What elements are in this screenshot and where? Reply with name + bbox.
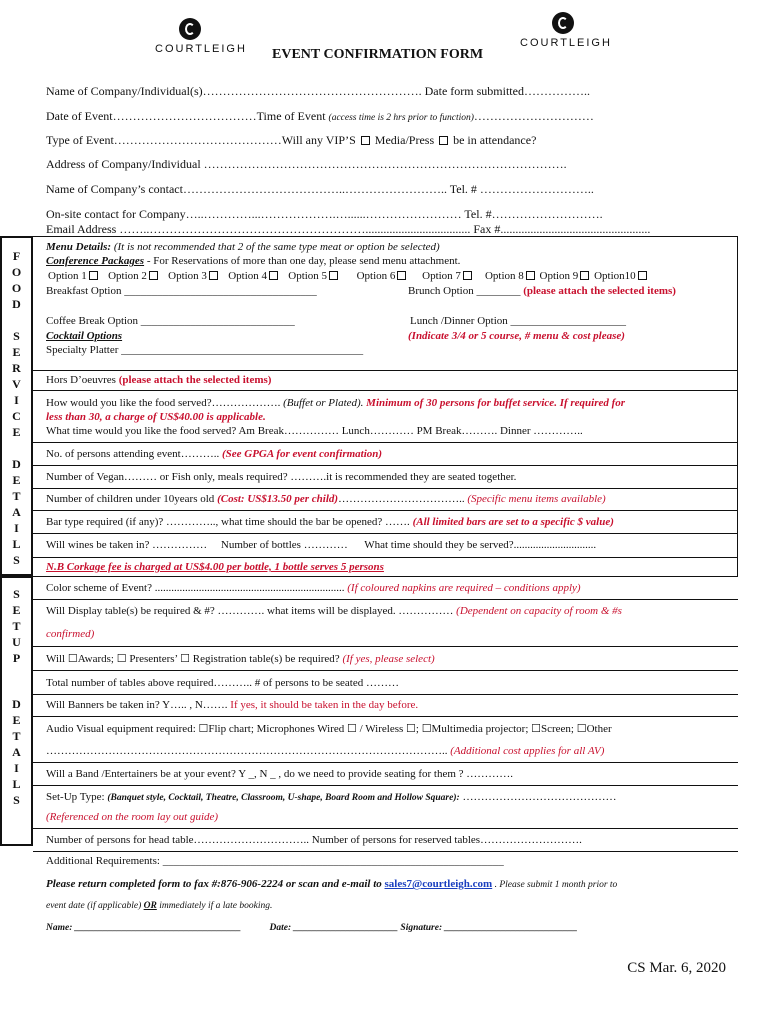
color-scheme-line: Color scheme of Event? ..................................................................... (If coloured napkins are required – conditions apply) bbox=[46, 582, 581, 594]
layout-guide-note: (Referenced on the room lay out guide) bbox=[46, 811, 219, 823]
media-press-checkbox[interactable] bbox=[439, 136, 448, 145]
time-served-line: What time would you like the food served? Am Break…………… Lunch………… PM Break………. Dinner ………….. bbox=[46, 425, 583, 437]
contact-line: Name of Company’s contact…………………………………..…………………….. Tel. # ……………………….. bbox=[46, 182, 594, 196]
vegan-line: Number of Vegan……… or Fish only, meals required? ……….it is recommended they are seated together. bbox=[46, 471, 517, 483]
option-3-checkbox[interactable] bbox=[209, 271, 218, 280]
specialty-platter-line: Specialty Platter ____________________________________________ bbox=[46, 344, 364, 356]
option-6-checkbox[interactable] bbox=[397, 271, 406, 280]
additional-requirements-line: Additional Requirements: ______________________________________________________________ bbox=[46, 855, 504, 867]
conference-packages-line: Conference Packages - For Reservations of more than one day, please send menu attachment. bbox=[46, 255, 461, 267]
children-line: Number of children under 10years old (Cost: US$13.50 per child)…………………………….. (Specific menu items available) bbox=[46, 493, 606, 505]
option-10-checkbox[interactable] bbox=[638, 271, 647, 280]
email-line: Email Address ……..………………………………………………................................... Fax #.................................................. bbox=[46, 222, 651, 236]
lunch-dinner-line: Lunch /Dinner Option _____________________ bbox=[410, 315, 627, 327]
cocktail-options-label: Cocktail Options bbox=[46, 330, 123, 342]
bar-type-line: Bar type required (if any)? ………….., what time should the bar be opened? ……. (All limited bars are set to a specific $ value) bbox=[46, 516, 614, 528]
hors-doeuvres-line: Hors D’oeuvres (please attach the selected items) bbox=[46, 374, 272, 386]
return-instructions-line: Please return completed form to fax #:876-906-2224 or scan and e-mail to sales7@courtleigh.com . Please submit 1 month prior to bbox=[46, 878, 618, 890]
corkage-note: N.B Corkage fee is charged at US$4.00 per bottle, 1 bottle serves 5 persons bbox=[46, 561, 384, 573]
display-table-line: Will Display table(s) be required & #? …………. what items will be displayed. …………… (Dependent on capacity of room & #s bbox=[46, 605, 622, 617]
return-instructions-cont: event date (if applicable) OR immediately if a late booking. bbox=[46, 901, 273, 911]
option-2-checkbox[interactable] bbox=[149, 271, 158, 280]
courtleigh-logo-right bbox=[520, 12, 612, 54]
option-7-checkbox[interactable] bbox=[463, 271, 472, 280]
courtleigh-logo-left bbox=[155, 18, 247, 60]
setup-side-letters: S E T U P D E T A I L S bbox=[12, 587, 21, 807]
persons-attending-line: No. of persons attending event……….. (See GPGA for event confirmation) bbox=[46, 448, 383, 460]
food-served-line: How would you like the food served?………………. (Buffet or Plated). Minimum of 30 persons for buffet service. If required for bbox=[46, 397, 626, 409]
logo-emblem-icon bbox=[552, 12, 574, 34]
coffee-break-line: Coffee Break Option ____________________________ bbox=[46, 315, 295, 327]
audio-visual-line: Audio Visual equipment required: ☐Flip chart; Microphones Wired ☐ / Wireless ☐; ☐Multimedia projector; ☐Screen; ☐Other bbox=[46, 723, 612, 735]
address-line: Address of Company/Individual ………………………………………………………………………………. bbox=[46, 157, 567, 171]
company-name-line: Name of Company/Individual(s)………………………………………………. Date form submitted…………….. bbox=[46, 84, 590, 98]
logo-name: COURTLEIGH bbox=[155, 43, 247, 55]
wines-line: Will wines be taken in? …………… Number of bottles ………… What time should they be served?.............................. bbox=[46, 539, 597, 551]
vip-checkbox[interactable] bbox=[361, 136, 370, 145]
logo-name: COURTLEIGH bbox=[520, 37, 612, 49]
course-note: (Indicate 3/4 or 5 course, # menu & cost please) bbox=[408, 330, 625, 342]
brunch-option-line: Brunch Option ________ (please attach the selected items) bbox=[408, 285, 676, 297]
event-date-line: Date of Event………………………………Time of Event (access time is 2 hrs prior to function)………………………… bbox=[46, 109, 594, 123]
setup-details-side-label bbox=[0, 576, 33, 846]
audio-visual-cont: ……………………………………………………………………………………………….. (Additional cost applies for all AV) bbox=[46, 745, 605, 757]
head-table-line: Number of persons for head table………………………….. Number of persons for reserved tables………………………. bbox=[46, 834, 582, 846]
total-tables-line: Total number of tables above required……….. # of persons to be seated ……… bbox=[46, 677, 399, 689]
sales-email-link[interactable]: sales7@courtleigh.com bbox=[384, 878, 493, 890]
buffet-charge-note: less than 30, a charge of US$40.00 is applicable. bbox=[46, 411, 266, 423]
form-revision-code: CS Mar. 6, 2020 bbox=[627, 960, 726, 976]
name-signature-line bbox=[46, 923, 578, 933]
onsite-contact-line: On-site contact for Company…..…………...……………….…......…………………… Tel. #………………………. bbox=[46, 207, 603, 221]
option-4-checkbox[interactable] bbox=[269, 271, 278, 280]
page-title: EVENT CONFIRMATION FORM bbox=[272, 47, 484, 62]
food-service-side-label bbox=[0, 236, 33, 576]
setup-type-line: Set-Up Type: (Banquet style, Cocktail, Theatre, Classroom, U-shape, Board Room and Hollow Square): …………………………………… bbox=[46, 791, 617, 803]
option-5-checkbox[interactable] bbox=[329, 271, 338, 280]
band-line: Will a Band /Entertainers be at your event? Y _, N _ , do we need to provide seating for them ? …………. bbox=[46, 768, 514, 780]
signature-field[interactable]: Signature: ____________________________ bbox=[400, 923, 578, 933]
food-side-letters: F O O D S E R V I C E D E T A I L S bbox=[11, 249, 22, 567]
logo-emblem-icon bbox=[179, 18, 201, 40]
event-type-line: Type of Event……………………………………Will any VIP’S Media/Press be in attendance? bbox=[46, 133, 537, 147]
option-8-checkbox[interactable] bbox=[526, 271, 535, 280]
awards-line: Will ☐Awards; ☐ Presenters’ ☐ Registration table(s) be required? (If yes, please select) bbox=[46, 653, 435, 665]
display-note-cont: confirmed) bbox=[46, 628, 95, 640]
menu-details-line: Menu Details: (It is not recommended that 2 of the same type meat or option be selected) bbox=[46, 241, 440, 253]
breakfast-option-line: Breakfast Option ___________________________________ bbox=[46, 285, 317, 297]
date-field[interactable]: Date: ______________________ bbox=[269, 923, 399, 933]
option-9-checkbox[interactable] bbox=[580, 271, 589, 280]
banners-line: Will Banners be taken in? Y….. , N……. If yes, it should be taken in the day before. bbox=[46, 699, 419, 711]
name-field[interactable]: Name: ___________________________________ bbox=[46, 923, 242, 933]
option-1-checkbox[interactable] bbox=[89, 271, 98, 280]
menu-options-row: Option 1 Option 2 Option 3 Option 4 Option 5 Option 6 Option 7 Option 8 Option 9 Option10 bbox=[48, 270, 649, 282]
